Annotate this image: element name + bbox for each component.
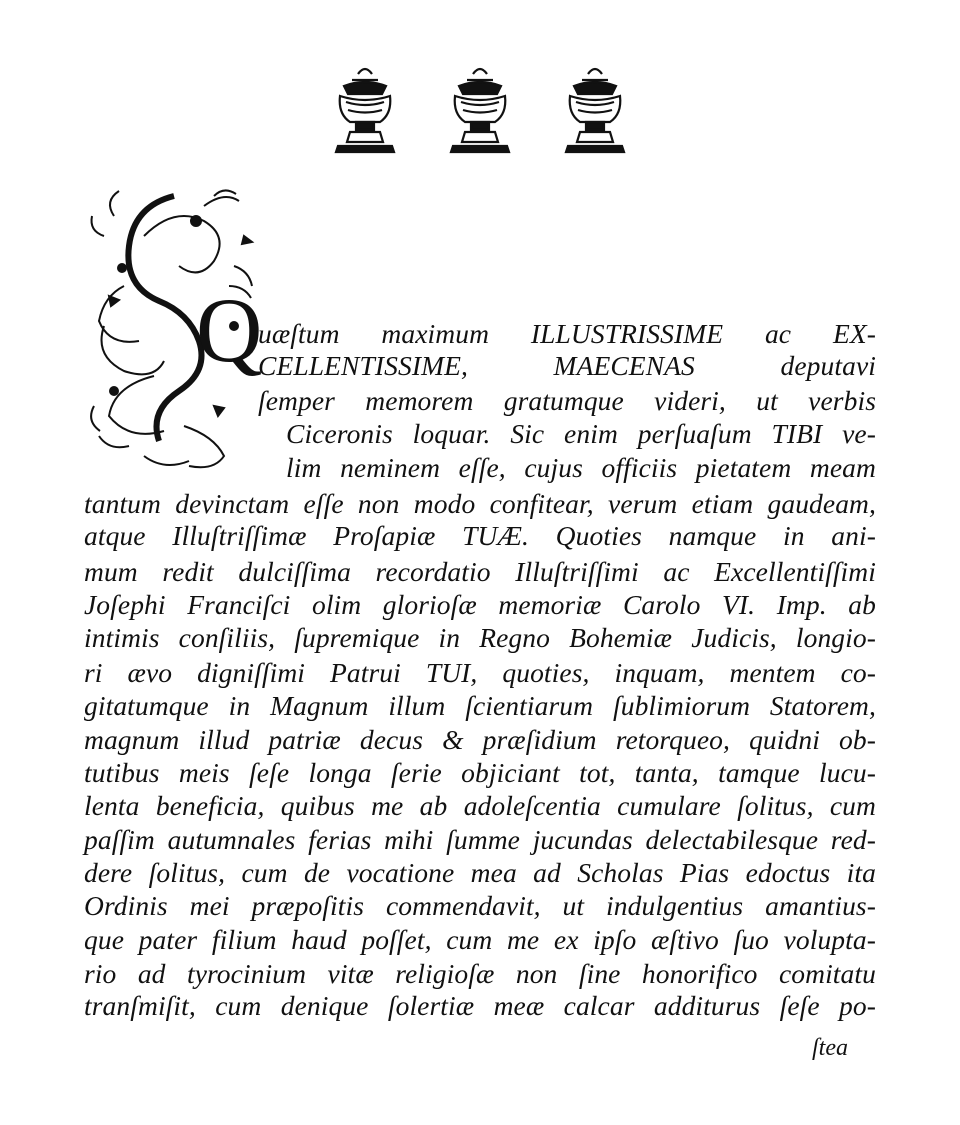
- text-line: lim neminem eſſe, cujus officiis pietatem meam: [286, 452, 876, 483]
- text-line: rio ad tyrocinium vitæ religioſæ non ſine honorifico comitatu: [84, 958, 876, 989]
- urn-ornament-icon: [445, 62, 515, 158]
- initial-letter-q: Q: [196, 279, 263, 381]
- text-line: tantum devinctam eſſe non modo confitear, verum etiam gaudeam,: [84, 488, 876, 519]
- text-line: lenta beneficia, quibus me ab adoleſcentia cumulare ſolitus, cum: [84, 790, 876, 821]
- text-line: atque Illuſtriſſimæ Proſapiæ TUÆ. Quoties namque in ani-: [84, 520, 876, 551]
- text-line: Ciceronis loquar. Sic enim perſuaſum TIBI ve-: [286, 418, 876, 449]
- text-line: que pater filium haud poſſet, cum me ex ipſo æſtivo ſuo volupta-: [84, 924, 876, 955]
- text-line: mum redit dulciſſima recordatio Illuſtriſſimi ac Excellentiſſimi: [84, 556, 876, 587]
- text-line: uæſtum maximum ILLUSTRISSIME ac EX-: [258, 318, 876, 349]
- text-line: Joſephi Franciſci olim glorioſæ memoriæ Carolo VI. Imp. ab: [84, 589, 876, 620]
- text-line: ri ævo digniſſimi Patrui TUI, quoties, inquam, mentem co-: [84, 657, 876, 688]
- header-ornament-row: [330, 62, 630, 162]
- text-line: ſemper memorem gratumque videri, ut verbis: [258, 385, 876, 416]
- text-line: CELLENTISSIME, MAECENAS deputavi: [258, 350, 876, 381]
- urn-ornament-icon: [330, 62, 400, 158]
- text-line: tutibus meis ſeſe longa ſerie objiciant tot, tanta, tamque lucu-: [84, 757, 876, 788]
- decorated-initial: [84, 176, 274, 481]
- text-line: Ordinis mei præpoſitis commendavit, ut indulgentius amantius-: [84, 890, 876, 921]
- catchword: ſtea: [812, 1035, 848, 1061]
- urn-ornament-icon: [560, 62, 630, 158]
- text-line: intimis conſiliis, ſupremique in Regno Bohemiæ Judicis, longio-: [84, 622, 876, 653]
- text-line: gitatumque in Magnum illum ſcientiarum ſublimiorum Statorem,: [84, 690, 876, 721]
- text-line: magnum illud patriæ decus & præſidium retorqueo, quidni ob-: [84, 724, 876, 755]
- text-line: dere ſolitus, cum de vocatione mea ad Scholas Pias edoctus ita: [84, 857, 876, 888]
- text-line: paſſim autumnales ferias mihi ſumme jucundas delectabilesque red-: [84, 824, 876, 855]
- text-line: tranſmiſit, cum denique ſolertiæ meæ calcar additurus ſeſe po-: [84, 990, 876, 1021]
